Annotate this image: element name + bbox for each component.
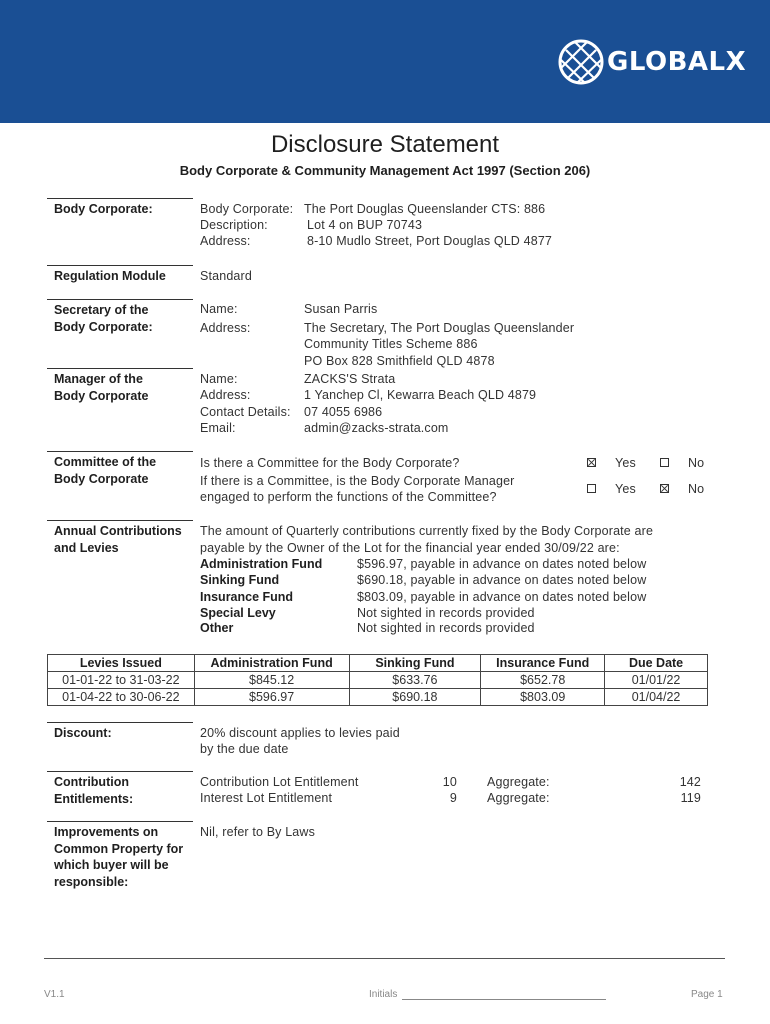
column-header: Levies Issued xyxy=(48,655,195,672)
entitlements-label-line2: Entitlements: xyxy=(54,791,134,806)
fund-value: $803.09, payable in advance on dates noted below xyxy=(357,590,647,604)
footer-page-number: Page 1 xyxy=(691,989,723,1000)
committee-label xyxy=(54,454,156,487)
footer-divider xyxy=(44,958,725,959)
improvements-label-line: Improvements on xyxy=(54,825,159,839)
table-cell: $803.09 xyxy=(481,689,605,706)
table-row xyxy=(48,689,708,706)
regulation-value: Standard xyxy=(200,269,252,283)
column-header: Administration Fund xyxy=(194,655,349,672)
table-cell: 01-04-22 to 30-06-22 xyxy=(48,689,195,706)
contributions-label xyxy=(54,523,182,556)
aggregate-label: Aggregate: xyxy=(487,775,550,789)
fund-name: Sinking Fund xyxy=(200,573,280,587)
initials-signature-line xyxy=(402,999,606,1000)
contributions-label-line2: and Levies xyxy=(54,540,119,555)
bc-description-key: Description: xyxy=(200,218,268,232)
q1-no-label: No xyxy=(688,456,705,470)
fund-value: $596.97, payable in advance on dates noted below xyxy=(357,557,647,571)
footer-initials-label: Initials xyxy=(369,989,398,1000)
entitlements-label xyxy=(54,774,133,807)
table-cell: $633.76 xyxy=(349,672,481,689)
improvements-value: Nil, refer to By Laws xyxy=(200,825,315,839)
q2-no-checkbox[interactable] xyxy=(660,484,669,493)
q1-yes-label: Yes xyxy=(615,456,636,470)
improvements-label xyxy=(54,824,183,890)
header-banner xyxy=(0,0,770,123)
secretary-address-line3: PO Box 828 Smithfield QLD 4878 xyxy=(304,354,495,368)
committee-question-1: Is there a Committee for the Body Corporate? xyxy=(200,456,460,470)
entitlement-name: Interest Lot Entitlement xyxy=(200,791,333,805)
globe-icon xyxy=(557,38,605,86)
table-row xyxy=(48,672,708,689)
bc-description-value: Lot 4 on BUP 70743 xyxy=(307,218,423,232)
secretary-label xyxy=(54,302,153,335)
bc-name-value: The Port Douglas Queenslander CTS: 886 xyxy=(304,202,546,216)
manager-address: 1 Yanchep Cl, Kewarra Beach QLD 4879 xyxy=(304,388,537,402)
regulation-label: Regulation Module xyxy=(54,269,166,283)
section-divider xyxy=(47,198,193,199)
entitlement-value: 9 xyxy=(449,791,457,805)
table-cell: 01/04/22 xyxy=(605,689,708,706)
column-header: Sinking Fund xyxy=(349,655,481,672)
fund-value: $690.18, payable in advance on dates noted below xyxy=(357,573,647,587)
manager-label xyxy=(54,371,148,404)
manager-label-line1: Manager of the xyxy=(54,372,143,386)
entitlement-value: 10 xyxy=(442,775,457,789)
aggregate-value: 119 xyxy=(680,791,701,805)
improvements-label-line: Common Property for xyxy=(54,841,184,856)
table-cell: $596.97 xyxy=(194,689,349,706)
manager-contact: 07 4055 6986 xyxy=(304,405,383,419)
improvements-label-line: responsible: xyxy=(54,874,129,889)
section-divider xyxy=(47,821,193,822)
entitlements-label-line1: Contribution xyxy=(54,775,129,789)
body-corporate-label: Body Corporate: xyxy=(54,202,153,216)
committee-question-2-line1: If there is a Committee, is the Body Corporate Manager xyxy=(200,474,515,488)
manager-contact-key: Contact Details: xyxy=(200,405,291,419)
discount-line2: by the due date xyxy=(200,742,289,756)
manager-name: ZACKS'S Strata xyxy=(304,372,396,386)
footer-version: V1.1 xyxy=(44,989,65,1000)
committee-label-line2: Body Corporate xyxy=(54,471,149,486)
secretary-address-key: Address: xyxy=(200,321,251,335)
column-header: Insurance Fund xyxy=(481,655,605,672)
secretary-name-key: Name: xyxy=(200,302,238,316)
secretary-address-line1: The Secretary, The Port Douglas Queenslander xyxy=(304,321,575,335)
column-header: Due Date xyxy=(605,655,708,672)
table-cell: $690.18 xyxy=(349,689,481,706)
fund-value: Not sighted in records provided xyxy=(357,606,535,620)
fund-value: Not sighted in records provided xyxy=(357,621,535,635)
secretary-address-line2: Community Titles Scheme 886 xyxy=(304,337,478,351)
section-divider xyxy=(47,722,193,723)
committee-label-line1: Committee of the xyxy=(54,455,157,469)
document-title: Disclosure Statement xyxy=(270,131,500,158)
entitlement-name: Contribution Lot Entitlement xyxy=(200,775,359,789)
committee-question-2-line2: engaged to perform the functions of the Committee? xyxy=(200,490,497,504)
secretary-label-line2: Body Corporate: xyxy=(54,319,153,334)
fund-name: Insurance Fund xyxy=(200,590,294,604)
secretary-name: Susan Parris xyxy=(304,302,378,316)
table-cell: 01-01-22 to 31-03-22 xyxy=(48,672,195,689)
discount-line1: 20% discount applies to levies paid xyxy=(200,726,400,740)
fund-name: Other xyxy=(200,621,234,635)
manager-address-key: Address: xyxy=(200,388,251,402)
table-cell: 01/01/22 xyxy=(605,672,708,689)
aggregate-value: 142 xyxy=(679,775,701,789)
bc-key: Body Corporate: xyxy=(200,202,294,216)
table-cell: $652.78 xyxy=(481,672,605,689)
improvements-label-line: which buyer will be xyxy=(54,858,169,872)
globalx-logo xyxy=(557,37,746,87)
aggregate-label: Aggregate: xyxy=(487,791,550,805)
document-subtitle: Body Corporate & Community Management Act 1997 (Section 206) xyxy=(179,163,591,178)
fund-name: Special Levy xyxy=(200,606,276,620)
contributions-intro-line1: The amount of Quarterly contributions currently fixed by the Body Corporate are xyxy=(200,524,654,538)
bc-address-value: 8-10 Mudlo Street, Port Douglas QLD 4877 xyxy=(307,234,553,248)
section-divider xyxy=(47,265,193,266)
fund-name: Administration Fund xyxy=(200,557,323,571)
contributions-label-line1: Annual Contributions xyxy=(54,524,182,538)
section-divider xyxy=(47,771,193,772)
table-cell: $845.12 xyxy=(194,672,349,689)
q2-no-label: No xyxy=(688,482,705,496)
levies-table xyxy=(47,654,708,706)
section-divider xyxy=(47,299,193,300)
manager-email-key: Email: xyxy=(200,421,236,435)
table-header-row xyxy=(48,655,708,672)
manager-email: admin@zacks-strata.com xyxy=(304,421,449,435)
manager-label-line2: Body Corporate xyxy=(54,388,149,403)
section-divider xyxy=(47,520,193,521)
q2-yes-checkbox[interactable] xyxy=(587,484,596,493)
bc-address-key: Address: xyxy=(200,234,251,248)
q1-no-checkbox[interactable] xyxy=(660,458,669,467)
q2-yes-label: Yes xyxy=(615,482,636,496)
discount-label: Discount: xyxy=(54,726,112,740)
secretary-label-line1: Secretary of the xyxy=(54,303,149,317)
section-divider xyxy=(47,451,193,452)
manager-name-key: Name: xyxy=(200,372,238,386)
section-divider xyxy=(47,368,193,369)
contributions-intro-line2: payable by the Owner of the Lot for the financial year ended 30/09/22 are: xyxy=(200,541,620,555)
q1-yes-checkbox[interactable] xyxy=(587,458,596,467)
logo-wordmark: GLOBALX xyxy=(607,47,747,77)
